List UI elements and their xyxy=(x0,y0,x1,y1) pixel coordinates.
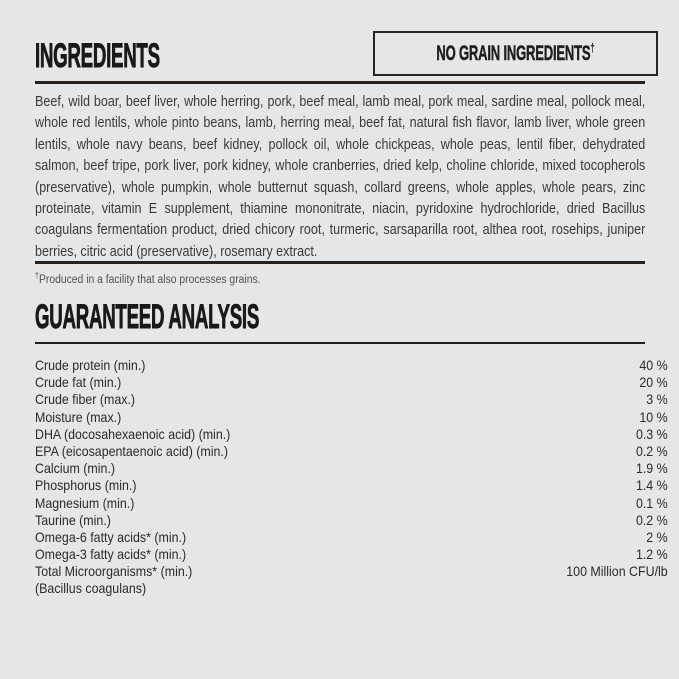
analysis-label: Omega-6 fatty acids* (min.) xyxy=(35,529,187,545)
analysis-value: 0.3 % xyxy=(635,426,668,442)
analysis-value: 0.2 % xyxy=(635,512,668,528)
analysis-value: 100 Million CFU/lb xyxy=(566,564,668,580)
ingredients-divider xyxy=(35,81,645,84)
analysis-row-taurine xyxy=(35,512,668,529)
analysis-row-calcium xyxy=(35,460,668,477)
grain-facility-footnote xyxy=(35,269,629,287)
analysis-value: 0.1 % xyxy=(635,495,668,511)
analysis-label: DHA (docosahexaenoic acid) (min.) xyxy=(35,426,231,442)
analysis-value: 40 % xyxy=(639,358,668,373)
analysis-value: 20 % xyxy=(639,375,668,391)
analysis-row-dha xyxy=(35,426,668,443)
analysis-divider xyxy=(35,342,645,344)
analysis-value: 10 % xyxy=(639,409,668,425)
analysis-value: 1.9 % xyxy=(635,461,668,477)
ingredients-title-text: INGREDIENTS xyxy=(35,37,160,75)
dagger-symbol: † xyxy=(590,41,595,55)
analysis-value: 0.2 % xyxy=(635,443,668,459)
analysis-label: Total Microorganisms* (min.) xyxy=(35,564,193,580)
analysis-value: 1.4 % xyxy=(635,478,668,494)
guaranteed-analysis-title-text: GUARANTEED ANALYSIS xyxy=(35,298,260,336)
analysis-label: Phosphorus (min.) xyxy=(35,478,137,494)
analysis-row-omega3 xyxy=(35,546,668,563)
analysis-row-phosphorus xyxy=(35,477,668,494)
analysis-label: Magnesium (min.) xyxy=(35,495,135,511)
analysis-row-crude-protein xyxy=(35,357,668,374)
no-grain-badge-label: NO GRAIN INGREDIENTS xyxy=(436,42,591,65)
analysis-label: Crude fiber (max.) xyxy=(35,392,136,408)
analysis-row-magnesium xyxy=(35,495,668,512)
guaranteed-analysis-title xyxy=(35,300,442,334)
analysis-row-crude-fat xyxy=(35,374,668,391)
analysis-label: Crude fat (min.) xyxy=(35,375,122,391)
analysis-row-epa xyxy=(35,443,668,460)
analysis-label: Taurine (min.) xyxy=(35,512,111,528)
analysis-label: Calcium (min.) xyxy=(35,461,116,477)
analysis-row-bacillus-coagulans xyxy=(35,580,668,597)
analysis-row-omega6 xyxy=(35,529,668,546)
footnote-divider xyxy=(35,261,645,264)
no-grain-badge xyxy=(373,31,658,76)
ingredients-paragraph: Beef, wild boar, beef liver, whole herring, pork, beef meal, lamb meal, pork meal, sardine meal, pollock meal, whole red lentils, whole pinto beans, lamb, herring meal, beef fat, natural fish flavor, lamb liver, whole green lentils, whole navy beans, beef kidney, pollock oil, whole chickpeas, whole peas, lentil fiber, dehydrated salmon, beef tripe, pork liver, pork kidney, whole cranberries, dried kelp, choline chloride, mixed tocopherols (preservative), whole pumpkin, whole butternut squash, collard greens, whole apples, whole pears, zinc proteinate, vitamin E supplement, thiamine mononitrate, niacin, pyridoxine hydrochloride, dried Bacillus coagulans fermentation product, dried chicory root, turmeric, sarsaparilla root, althea root, rosehips, juniper berries, citric acid (preservative), rosemary extract. xyxy=(35,94,646,260)
analysis-label: Moisture (max.) xyxy=(35,409,122,425)
analysis-label: (Bacillus coagulans) xyxy=(35,581,147,597)
guaranteed-analysis-table xyxy=(35,357,668,598)
analysis-label: Omega-3 fatty acids* (min.) xyxy=(35,547,187,563)
ingredients-header xyxy=(35,31,658,76)
analysis-value: 3 % xyxy=(646,392,668,408)
analysis-row-total-microorganisms xyxy=(35,563,668,580)
analysis-value: 1.2 % xyxy=(635,547,668,563)
analysis-value: 2 % xyxy=(646,529,668,545)
analysis-row-crude-fiber xyxy=(35,391,668,408)
analysis-label: Crude protein (min.) xyxy=(35,358,146,373)
footnote-text: Produced in a facility that also processes grains. xyxy=(39,273,261,286)
ingredients-title xyxy=(35,39,262,73)
analysis-label: EPA (eicosapentaenoic acid) (min.) xyxy=(35,443,229,459)
dagger-symbol: † xyxy=(35,271,40,280)
analysis-row-moisture xyxy=(35,409,668,426)
no-grain-badge-text xyxy=(437,41,595,66)
